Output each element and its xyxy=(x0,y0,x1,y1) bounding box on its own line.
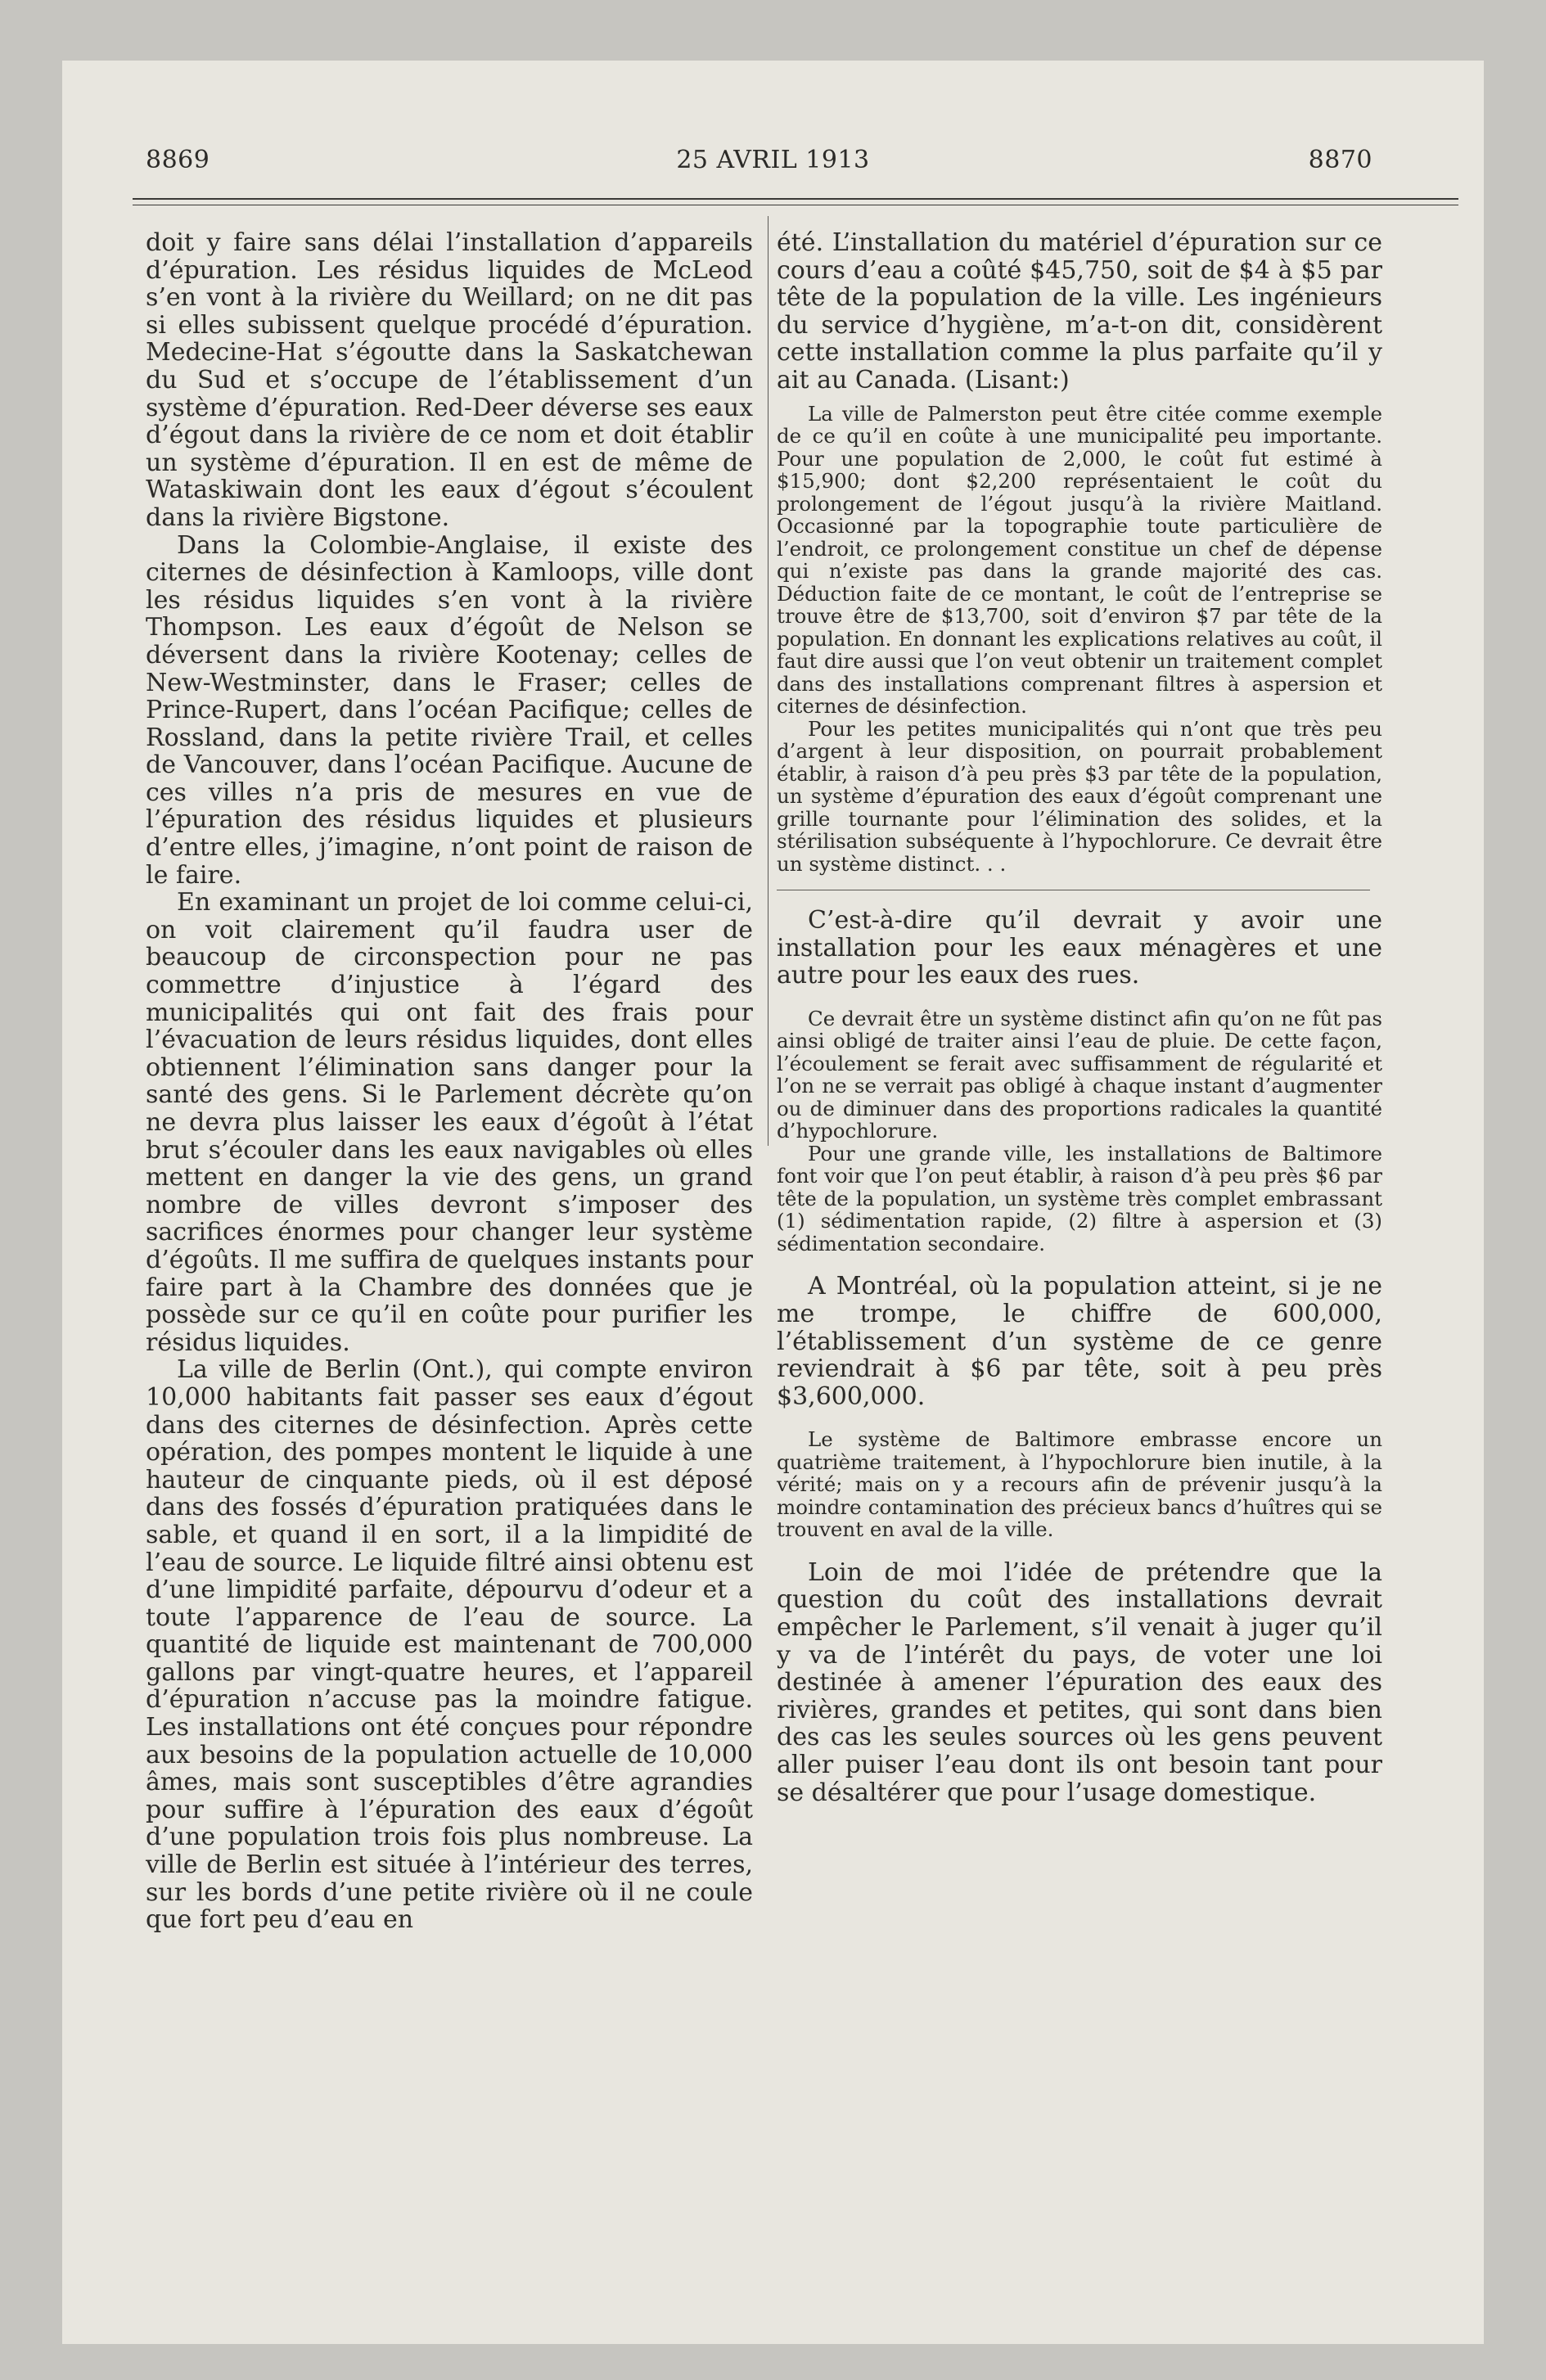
quoted-paragraph: Le système de Baltimore embrasse encore un quatrième traitement, à l’hypochlorure bien inutile, à la vérité; mais on y a recours afin de prévenir jusqu’à la moindre contamination des précieux bancs d’huîtres qui se trouvent en aval de la ville. xyxy=(777,1427,1382,1542)
paragraph: Dans la Colombie-Anglaise, il existe des citernes de désinfection à Kamloops, ville dont les résidus liquides s’en vont à la rivière Thompson. Les eaux d’égoût de Nelson se déversent dans la rivière Kootenay; celles de New-Westminster, dans le Fraser; celles de Prince-Rupert, dans l’océan Pacifique; celles de Rossland, dans la petite rivière Trail, et celles de Vancouver, dans l’océan Pacifique. Aucune de ces villes n’a pris de mesures en vue de l’épuration des résidus liquides et plusieurs d’entre elles, j’imagine, n’ont point de raison de le faire. xyxy=(146,530,753,890)
page-number-right: 8870 xyxy=(1308,146,1372,174)
paragraph: En examinant un projet de loi comme celui-ci, on voit clairement qu’il faudra user de beaucoup de circonspection pour ne pas commettre d’injustice à l’égard des municipalités qui ont fait des frais pour l’évacuation de leurs résidus liquides, dont elles obtiennent l’élimination sans danger pour la santé des gens. Si le Parlement décrète qu’on ne devra plus laisser les eaux d’égoût à l’état brut s’écouler dans les eaux navigables où elles mettent en danger la vie des gens, un grand nombre de villes devront s’imposer des sacrifices énormes pour changer leur système d’égoûts. Il me suffira de quelques instants pour faire part à la Chambre des données que je possède sur ce qu’il en coûte pour purifier les résidus liquides. xyxy=(146,888,753,1357)
page xyxy=(62,61,1484,2344)
paragraph: A Montréal, où la population atteint, si je ne me trompe, le chiffre de 600,000, l’établissement d’un système de ce genre reviendrait à $6 par tête, soit à peu près $3,600,000. xyxy=(777,1272,1382,1411)
page-number-left: 8869 xyxy=(146,146,210,174)
right-column xyxy=(777,229,1382,1806)
paragraph: Loin de moi l’idée de prétendre que la question du coût des installations devrait empêcher le Parlement, s’il venait à juger qu’il y va de l’intérêt du pays, de voter une loi destinée à amener l’épuration des eaux des rivières, grandes et petites, qui sont dans bien des cas les seules sources où les gens peuvent aller puiser l’eau dont ils ont besoin tant pour se désaltérer que pour l’usage domestique. xyxy=(777,1557,1382,1807)
paragraph: La ville de Berlin (Ont.), qui compte environ 10,000 habitants fait passer ses eaux d’égout dans des citernes de désinfection. Après cette opération, des pompes montent le liquide à une hauteur de cinquante pieds, où il est déposé dans des fossés d’épuration pratiquées dans le sable, et quand il en sort, il a la limpidité de l’eau de source. Le liquide filtré ainsi obtenu est d’une limpidité parfaite, dépourvu d’odeur et a toute l’apparence de l’eau de source. La quantité de liquide est maintenant de 700,000 gallons par vingt-quatre heures, et l’appareil d’épuration n’accuse pas la moindre fatigue. Les installations ont été conçues pour répondre aux besoins de la population actuelle de 10,000 âmes, mais sont susceptibles d’être agrandies pour suffire à l’épuration des eaux d’égoût d’une population trois fois plus nombreuse. La ville de Berlin est située à l’intérieur des terres, sur les bords d’une petite rivière où il ne coule que fort peu d’eau en xyxy=(146,1355,753,1935)
header-date: 25 AVRIL 1913 xyxy=(676,146,870,174)
quoted-paragraph: Pour une grande ville, les installations de Baltimore font voir que l’on peut établir, à raison d’à peu près $6 par tête de la population, un système très complet embrassant (1) sédimentation rapide, (2) filtre à aspersion et (3) sédimentation secondaire. xyxy=(777,1141,1382,1255)
left-column xyxy=(146,229,753,1934)
paragraph: été. L’installation du matériel d’épuration sur ce cours d’eau a coûté $45,750, soit de $4 à $5 par tête de la population de la ville. Les ingénieurs du service d’hygiène, m’a-t-on dit, considèrent cette installation comme la plus parfaite qu’il y ait au Canada. (Lisant:) xyxy=(777,228,1382,394)
paragraph: doit y faire sans délai l’installation d’appareils d’épuration. Les résidus liquides de McLeod s’en vont à la rivière du Weillard; on ne dit pas si elles subissent quelque procédé d’épuration. Medecine-Hat s’égoutte dans la Saskatchewan du Sud et s’occupe de l’établissement d’un système d’épuration. Red-Deer déverse ses eaux d’égout dans la rivière de ce nom et doit établir un système d’épuration. Il en est de même de Wataskiwain dont les eaux d’égout s’écoulent dans la rivière Bigstone. xyxy=(146,228,753,532)
header-rule xyxy=(133,198,1458,200)
quoted-paragraph: Pour les petites municipalités qui n’ont que très peu d’argent à leur disposition, on pourrait probablement établir, à raison d’à peu près $3 par tête de la population, un système d’épuration des eaux d’égoût comprenant une grille tournante pour l’élimination des solides, et la stérilisation subséquente à l’hypochlorure. Ce devrait être un système distinct. . . xyxy=(777,716,1382,876)
quoted-paragraph: Ce devrait être un système distinct afin qu’on ne fût pas ainsi obligé de traiter ainsi l’eau de pluie. De cette façon, l’écoulement se ferait avec suffisamment de régularité et l’on ne se verrait pas obligé à chaque instant d’augmenter ou de diminuer dans des proportions radicales la quantité d’hypochlorure. xyxy=(777,1006,1382,1143)
quoted-paragraph: La ville de Palmerston peut être citée comme exemple de ce qu’il en coûte à une municipalité peu importante. Pour une population de 2,000, le coût fut estimé à $15,900; dont $2,200 représentaient le coût du prolongement de l’égout jusqu’à la rivière Maitland. Occasionné par la topographie toute particulière de l’endroit, ce prolongement constitue un chef de dépense qui n’existe pas dans la grande majorité des cas. Déduction faite de ce montant, le coût de l’entreprise se trouve être de $13,700, soit d’environ $7 par tête de la population. En donnant les explications relatives au coût, il faut dire aussi que l’on veut obtenir un traitement complet dans des installations comprenant filtres à aspersion et citernes de désinfection. xyxy=(777,401,1382,719)
paragraph: C’est-à-dire qu’il devrait y avoir une installation pour les eaux ménagères et une autre pour les eaux des rues. xyxy=(777,906,1382,990)
